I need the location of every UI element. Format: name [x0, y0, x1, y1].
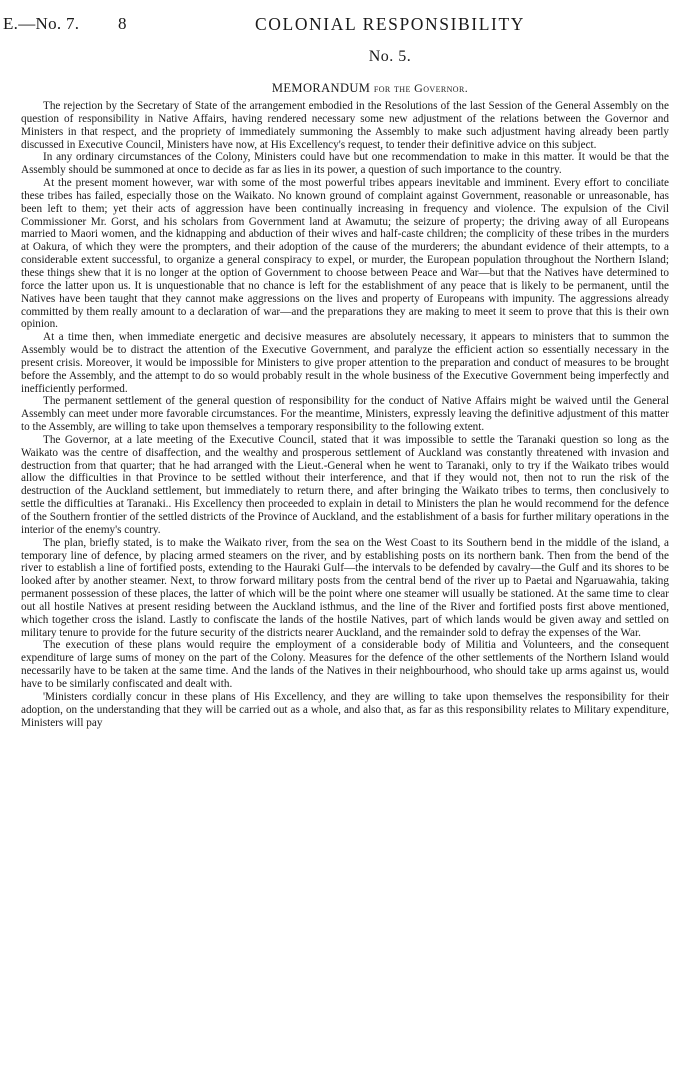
memo-heading [0, 81, 700, 96]
page-number: 8 [118, 14, 127, 33]
document-number: No. 5. [368, 48, 412, 65]
running-title: COLONIAL RESPONSIBILITY [255, 14, 525, 34]
paragraph: The rejection by the Secretary of State of the arrangement embodied in the Resolutions of the last Session of the General Assembly on the question of responsibility in Native Affairs, having rendered necessary some new adjustment of the relations between the Governor and Ministers in that respect, and the propriety of immediately summoning the Assembly to make such adjustment having already been partly discussed in Executive Council, Ministers have now, at His Excellency's request, to tender their definitive advice on this subject. [21, 100, 669, 151]
paragraph: The execution of these plans would require the employment of a considerable body of Militia and Volunteers, and the consequent expenditure of large sums of money on the part of the Colony. Measures for the defence of the other settlements of the Northern Island would necessarily have to be taken at the same time. And the lands of the Natives in their neighbourhood, who should take up arms against us, would have to be similarly confiscated and dealt with. [21, 639, 669, 690]
paragraph: The plan, briefly stated, is to make the Waikato river, from the sea on the West Coast to its Southern bend in the middle of the island, a temporary line of defence, by placing armed steamers on the river, and by establishing posts on its northern bank. Then from the bend of the river to establish a line of fortified posts, extending to the Hauraki Gulf—the intervals to be defended by cavalry—the Gulf and its shores to be looked after by another steamer. Next, to throw forward military posts from the central bend of the river up to Paetai and Ngaruawahia, taking permanent possession of these places, the latter of which will be the point where one steamer will usually be stationed. At the same time to clear out all hostile Natives at present residing between the Auckland isthmus, and the line of the River and fortified posts first above mentioned, which together cross the island. Lastly to confiscate the lands of the hostile Natives, part of which lands would be given away and settled on military tenure to provide for the future security of the districts nearer Auckland, and the remainder sold to defray the expenses of the War. [21, 536, 669, 639]
paragraph: In any ordinary circumstances of the Colony, Ministers could have but one recommendation to make in this matter. It would be that the Assembly should be summoned at once to decide as far as lies in its power, a question of such importance to the country. [21, 151, 669, 177]
memo-body [21, 100, 669, 729]
paragraph: At the present moment however, war with some of the most powerful tribes appears inevitable and imminent. Every effort to conciliate these tribes has failed, especially those on the Waikato. No known ground of complaint against Government, reasonable or unreasonable, has been left to them; yet their acts of aggression have been continually increasing in frequency and violence. The expulsion of the Civil Commissioner Mr. Gorst, and his scholars from Government land at Awamutu; the seizure of property; the driving away of all Europeans married to Maori women, and the kidnapping and abduction of their wives and half-caste children; the complicity of these tribes in the murders at Oakura, of which they were the prompters, and their adoption of the cause of the murderers; the abundant evidence of their attempts, to a considerable extent successful, to organize a general conspiracy to expel, or murder, the European population throughout the Northern Island; these things shew that it is no longer at the option of Government to choose between Peace and War—but that the Natives have determined to force the latter upon us. It is unquestionable that no chance is left for the establishment of any peace that is likely to be permanent, until the Natives have been taught that they cannot make aggressions on the lives and property of Europeans with impunity. The aggressions already committed by them really amount to a declaration of war—and the preparations they are making to meet it seem to prove that this is their own opinion. [21, 177, 669, 331]
memo-title: MEMORANDUM [271, 81, 371, 95]
paragraph: 'Ministers cordially concur in these plans of His Excellency, and they are willing to take upon themselves the responsibility for their adoption, on the understanding that they will be carried out as a whole, and also that, as far as this responsibility relates to Military expenditure, Ministers will pay [21, 690, 669, 729]
document-reference: E.—No. 7. [3, 14, 80, 33]
page-header [0, 14, 700, 38]
memo-subtitle: for the Governor. [373, 81, 469, 95]
paragraph: The Governor, at a late meeting of the Executive Council, stated that it was impossible to settle the Taranaki question so long as the Waikato was the centre of disaffection, and the wealthy and prosperous settlement of Auckland was constantly threatened with invasion and destruction from that quarter; that he had arranged with the Lieut.-General when he went to Taranaki, only to try if the Waikato tribes would allow the difficulties in that Province to be settled without their interference, and that if they would not, then not to run the risk of the destruction of the Auckland settlement, but immediately to return there, and after bringing the Waikato tribes to terms, then conclusively to settle the difficulties at Taranaki.. His Excellency then proceeded to explain in detail to Ministers the plan he would recommend for the defence of the Southern frontier of the settled districts of the Province of Auckland, and the establishment of a basis for further military operations in the interior of the enemy's country. [21, 433, 669, 536]
paragraph: At a time then, when immediate energetic and decisive measures are absolutely necessary, it appears to ministers that to summon the Assembly would be to distract the attention of the Executive Government, and paralyze the efficient action so essentially necessary in the present crisis. Moreover, it would be impossible for Ministers to give proper attention to the preparation and conduct of measures to be brought before the Assembly, and the attempt to do so would probably result in the whole business of the Executive Government being imperfectly and inefficiently performed. [21, 331, 669, 395]
paragraph: The permanent settlement of the general question of responsibility for the conduct of Native Affairs might be waived until the General Assembly can meet under more favorable circumstances. For the meantime, Ministers, expressly leaving the definitive adjustment of this matter to the Assembly, are willing to take upon themselves a temporary responsibility to the following extent. [21, 395, 669, 434]
